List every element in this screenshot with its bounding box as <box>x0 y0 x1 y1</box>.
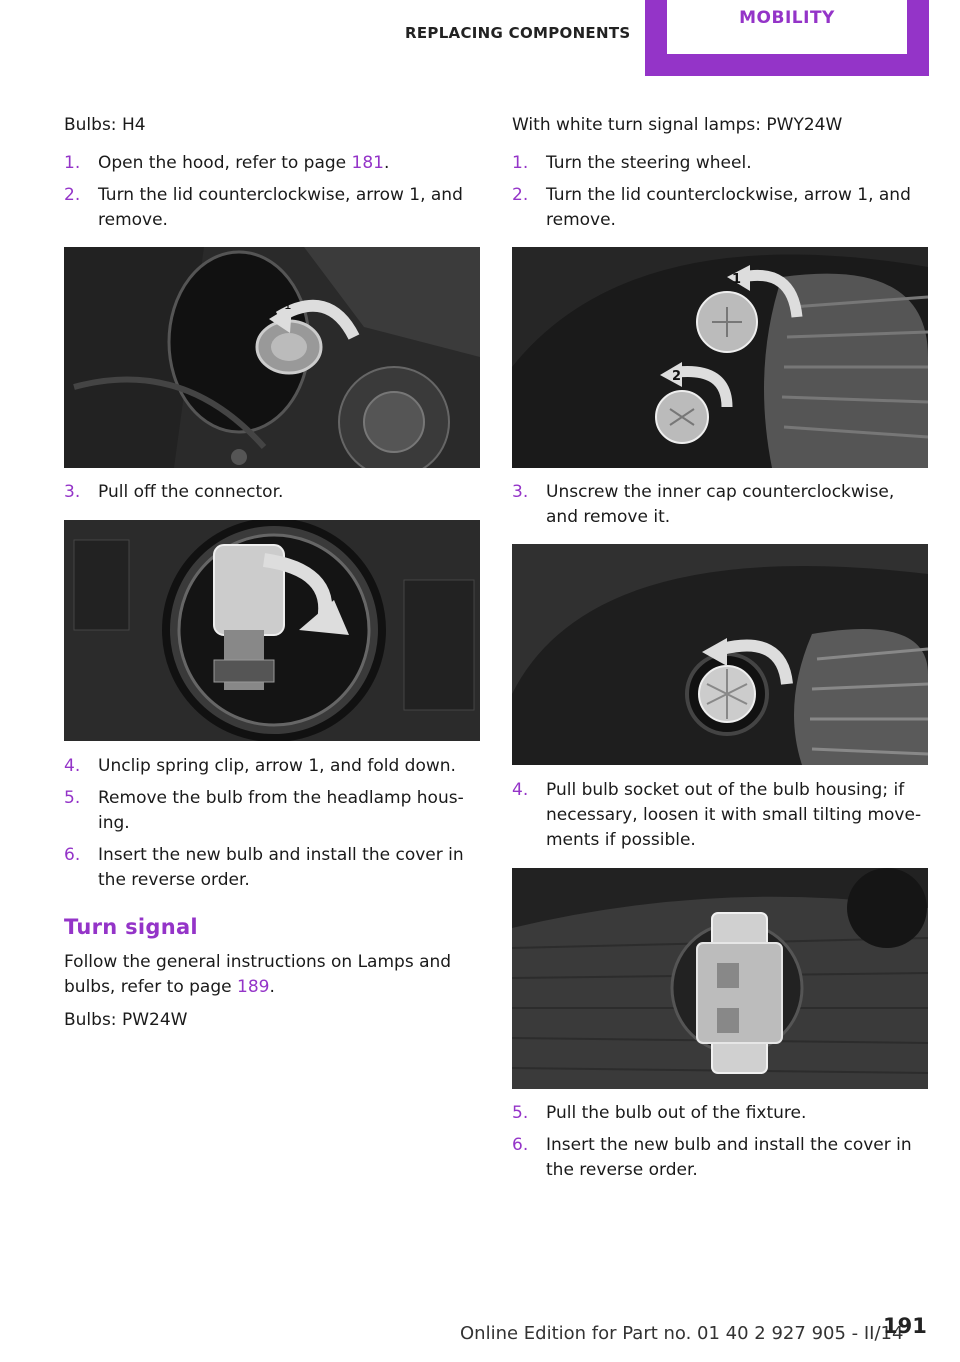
step-number: 5. <box>512 1103 529 1123</box>
step-text: Insert the new bulb and install the cover in the reverse order. <box>546 1135 912 1180</box>
step-text <box>98 151 480 176</box>
section-heading-turn-signal: Turn signal <box>64 915 198 939</box>
step-number: 2. <box>512 185 529 205</box>
step-text: Pull the bulb out of the fixture. <box>546 1103 807 1123</box>
left-step-6 <box>64 843 480 893</box>
step-number: 1. <box>64 153 81 173</box>
right-step-3 <box>512 480 928 530</box>
arrow-label-1: 1 <box>732 272 742 287</box>
page-link-181[interactable]: 181 <box>351 153 384 173</box>
step-number: 3. <box>64 482 81 502</box>
step-text-tail: . <box>383 153 390 173</box>
step-number: 1. <box>512 153 529 173</box>
step-text: Unscrew the inner cap counterclockwise, and remove it. <box>546 482 895 527</box>
turn-signal-tail: . <box>269 977 275 997</box>
step-number: 4. <box>512 780 529 800</box>
step-text-main: Open the hood, refer to page <box>98 153 352 173</box>
chapter-tab-text: MOBILITY <box>739 8 835 28</box>
step-number: 3. <box>512 482 529 502</box>
edition-footer: Online Edition for Part no. 01 40 2 927 905 - II/14 <box>460 1323 904 1344</box>
step-text: Pull bulb socket out of the bulb housing; if necessary, loosen it with small tilting move‐ments if possible. <box>546 780 922 850</box>
step-number: 2. <box>64 185 81 205</box>
svg-text:1: 1 <box>284 298 292 312</box>
right-step-5 <box>512 1101 928 1126</box>
step-number: 6. <box>512 1135 529 1155</box>
step-text: Insert the new bulb and install the cover in the reverse order. <box>98 845 464 890</box>
left-step-3 <box>64 480 480 505</box>
page-link-189[interactable]: 189 <box>237 977 270 997</box>
chapter-tab-label <box>667 0 907 54</box>
step-text: Turn the steering wheel. <box>546 153 752 173</box>
chapter-tab <box>645 0 929 76</box>
photo-wheel-arch-lids <box>512 247 928 468</box>
step-text: Remove the bulb from the headlamp hous‐ing. <box>98 788 464 833</box>
turn-signal-text: Follow the general instructions on Lamps and bulbs, refer to page <box>64 952 452 997</box>
running-header-section: REPLACING COMPONENTS <box>405 24 631 42</box>
right-step-1 <box>512 151 928 176</box>
turn-signal-instructions <box>64 950 480 1000</box>
step-text: Turn the lid counterclockwise, arrow 1, and remove. <box>546 185 911 230</box>
photo-bulb-socket <box>512 868 928 1089</box>
step-number: 6. <box>64 845 81 865</box>
right-step-2 <box>512 183 928 233</box>
right-step-6 <box>512 1133 928 1183</box>
left-step-1 <box>64 151 480 176</box>
step-number: 5. <box>64 788 81 808</box>
step-text: Pull off the connector. <box>98 482 284 502</box>
white-turn-signal-intro: With white turn signal lamps: PWY24W <box>512 115 843 135</box>
step-text: Unclip spring clip, arrow 1, and fold down. <box>98 756 456 776</box>
photo-headlamp-connector <box>64 520 480 741</box>
left-step-4 <box>64 754 480 779</box>
page-number: 191 <box>883 1314 927 1338</box>
left-step-2 <box>64 183 480 233</box>
bulbs-pw24w-label: Bulbs: PW24W <box>64 1010 188 1030</box>
arrow-label-2: 2 <box>672 369 682 384</box>
photo-inner-cap <box>512 544 928 765</box>
bulbs-h4-label: Bulbs: H4 <box>64 115 146 135</box>
step-number: 4. <box>64 756 81 776</box>
photo-headlamp-lid <box>64 247 480 468</box>
left-step-5 <box>64 786 480 836</box>
step-text: Turn the lid counterclockwise, arrow 1, and remove. <box>98 185 463 230</box>
right-step-4 <box>512 778 928 853</box>
